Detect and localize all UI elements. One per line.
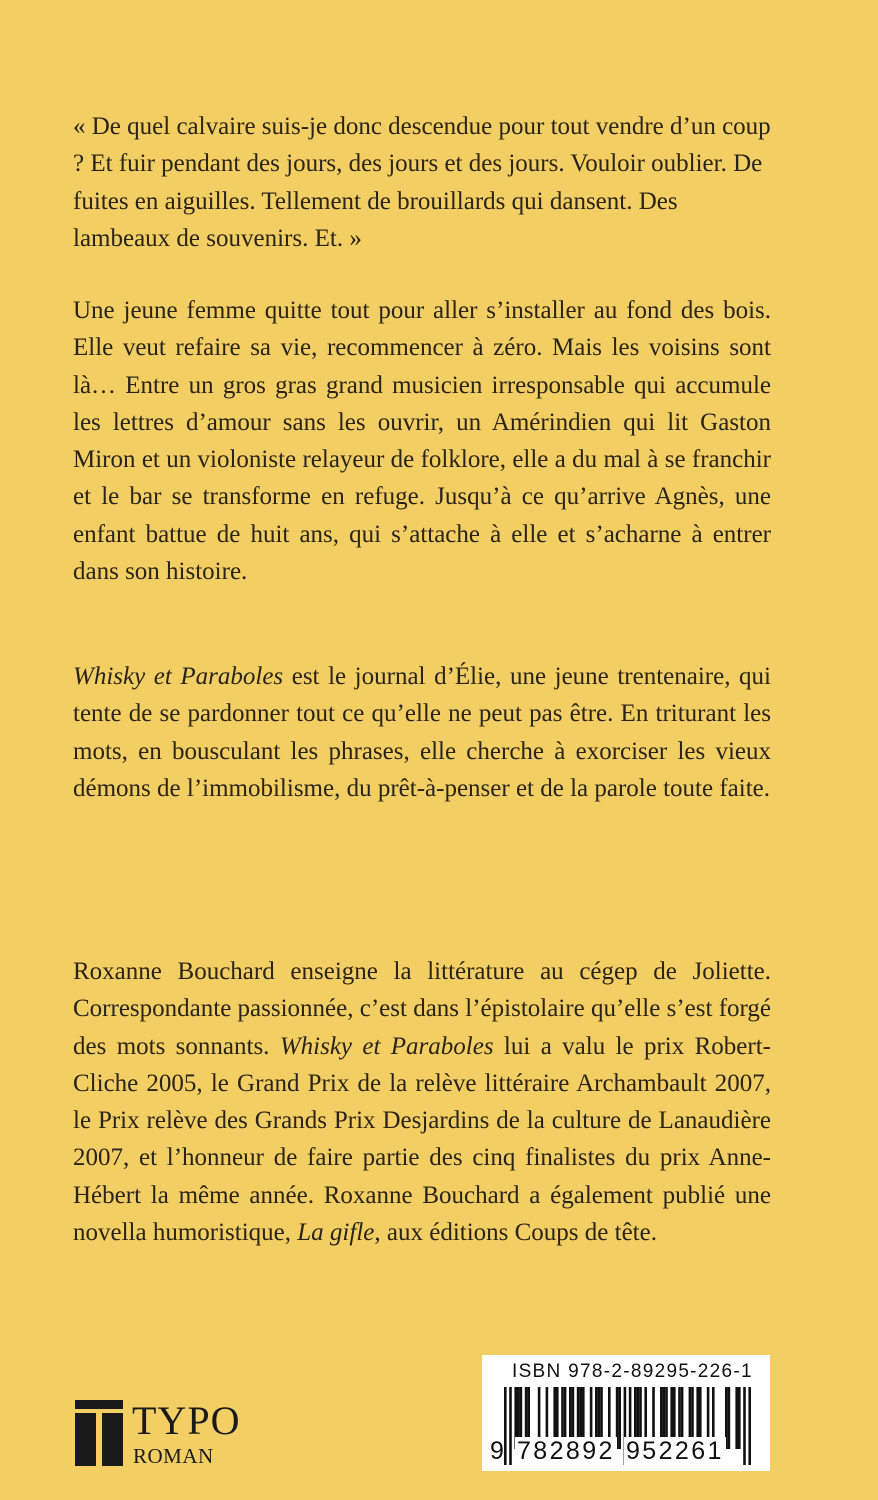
bio-text-3: , aux éditions Coups de tête. — [374, 1219, 657, 1247]
barcode-bar — [743, 1387, 746, 1465]
author-bio-paragraph — [73, 953, 771, 1251]
barcode-bar — [748, 1387, 751, 1465]
isbn-label: ISBN 978-2-89295-226-1 — [512, 1361, 753, 1382]
bio-novella-title: La gifle — [297, 1219, 375, 1247]
journal-paragraph — [73, 658, 771, 807]
barcode-bar — [618, 1387, 621, 1449]
barcode-bar — [738, 1387, 741, 1449]
typo-column-logo-icon — [75, 1400, 123, 1466]
opening-quote — [73, 108, 771, 257]
synopsis-paragraph — [73, 292, 771, 590]
barcode-digit-first: 9 — [490, 1437, 507, 1465]
barcode-bar — [735, 1387, 738, 1449]
publisher-logo — [75, 1398, 295, 1470]
synopsis-text: Une jeune femme quitte tout pour aller s’installer au fond des bois. Elle veut refaire sa vie, recommencer à zéro. Mais les voisins sont là… Entre un gros gras grand musicien irresponsable qui accumule les lettres d’amour sans les ouvrir, un Amérindien qui lit Gaston Miron et un violoniste relayeur de folklore, elle a du mal à se franchir et le bar se transforme en refuge. Jusqu’à ce qu’arrive Agnès, une enfant battue de huit ans, qui s’attache à elle et s’acharne à entrer dans son histoire. — [73, 297, 771, 586]
isbn-barcode — [482, 1355, 770, 1471]
barcode-bar — [728, 1387, 731, 1449]
bio-text-1: Roxanne Bouchard enseigne la littérature au cégep de Joliette. Correspondante passionnée, c’est dans l’épistolaire qu’elle s’est forgé des mots sonnants. — [73, 958, 771, 1060]
barcode-digits-right: 952261 — [626, 1437, 724, 1465]
barcode-bar — [509, 1387, 512, 1465]
bio-book-title: Whisky et Paraboles — [279, 1032, 494, 1060]
publisher-collection: ROMAN — [133, 1444, 214, 1468]
bio-text-2: lui a valu le prix Robert-Cliche 2005, le Grand Prix de la relève littéraire Archambault 2007, le Prix relève des Grands Prix Desjardins de la culture de Lanaudière 2007, et l’honneur de faire partie des cinq finalistes du prix Anne-Hébert la même année. Roxanne Bouchard a également publié une novella humoristique, — [73, 1032, 771, 1247]
book-title: Whisky et Paraboles — [73, 663, 284, 690]
publisher-brand: TYPO — [132, 1398, 241, 1443]
opening-quote-text: « De quel calvaire suis-je donc descendue pour tout vendre d’un coup ? Et fuir pendant des jours, des jours et des jours. Vouloir oublier. De fuites en aiguilles. Tellement de brouillards qui dansent. Des lambeaux de souvenirs. Et. » — [73, 113, 771, 252]
barcode-digits-left: 782892 — [517, 1437, 615, 1465]
journal-text: est le journal d’Élie, une jeune trentenaire, qui tente de se pardonner tout ce qu’elle ne peut pas être. En triturant les mots, en bousculant les phrases, elle cherche à exorciser les vieux démons de l’immobilisme, du prêt-à-penser et de la parole toute faite. — [73, 663, 771, 802]
